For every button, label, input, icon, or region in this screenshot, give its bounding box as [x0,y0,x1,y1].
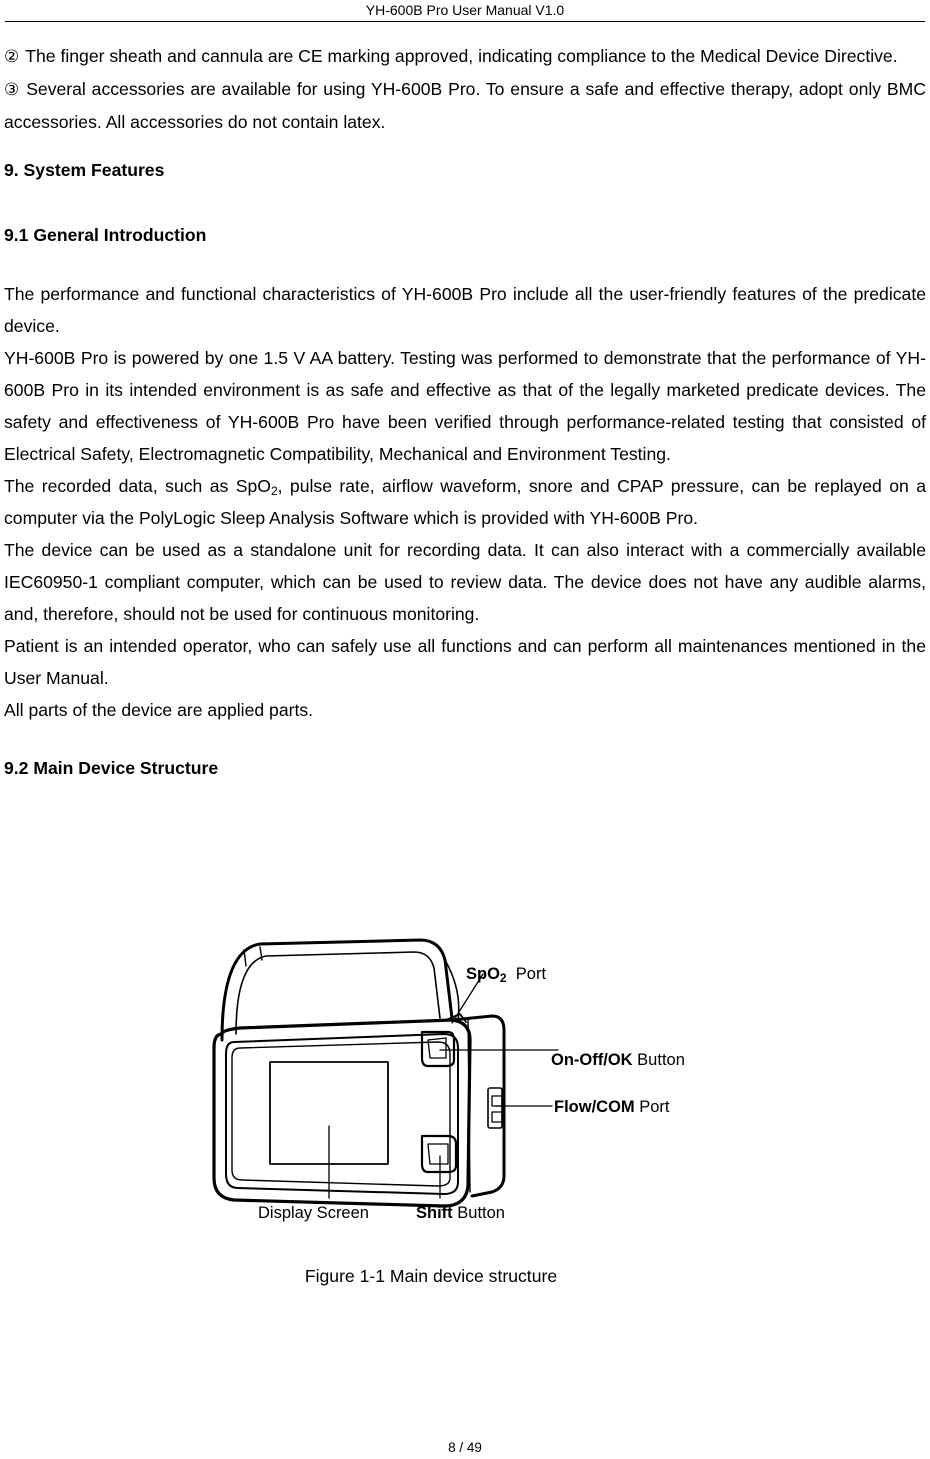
on-off-button-label [551,1050,685,1070]
spo2-port-label-rest: Port [515,965,547,983]
section-9-heading: 9. System Features [4,160,165,180]
intro-paragraph-3-sub: 2 [270,484,278,498]
figure-caption: Figure 1-1 Main device structure [304,1266,558,1286]
section-9-2-heading: 9.2 Main Device Structure [4,758,219,778]
section-9-1-heading: 9.1 General Introduction [4,225,207,245]
flow-com-port-label-rest: Port [639,1098,670,1116]
note-3-text: Several accessories are available for using YH-600B Pro. To ensure a safe and effective therapy, adopt only BMC accessories. All accessories do not contain latex. [4,79,926,132]
intro-paragraph-3-b: , pulse rate, airflow waveform, snore and CPAP pressure, can be replayed on a computer via the PolyLogic Sleep Analysis Software which is provided with YH-600B Pro. [4,476,926,528]
spo2-port-label-sub: 2 [499,971,507,985]
device-figure [200,930,720,1230]
on-off-button-label-bold: On-Off/OK [551,1051,633,1069]
intro-paragraph-4: The device can be used as a standalone unit for recording data. It can also interact with a commercially available IEC60950-1 compliant computer, which can be used to review data. The device does not have any audible alarms, and, therefore, should not be used for continuous monitoring. [4,540,926,624]
note-2-number: ② [4,47,20,67]
shift-button-label [416,1203,505,1223]
spo2-port-label [466,964,546,984]
shift-button-label-rest: Button [457,1204,505,1222]
flow-com-port-label [554,1097,670,1117]
device-drawing [200,930,720,1230]
shift-button-label-bold: Shift [416,1204,453,1222]
intro-paragraph-6: All parts of the device are applied parts. [4,700,314,720]
note-2-text: The finger sheath and cannula are CE marking approved, indicating compliance to the Medical Device Directive. [25,46,898,66]
intro-paragraph-2: YH-600B Pro is powered by one 1.5 V AA battery. Testing was performed to demonstrate that the performance of YH-600B Pro in its intended environment is as safe and effective as that of the legally marketed predicate devices. The safety and effectiveness of YH-600B Pro have been verified through performance-related testing that consisted of Electrical Safety, Electromagnetic Compatibility, Mechanical and Environment Testing. [4,348,926,464]
running-header: YH-600B Pro User Manual V1.0 [365,2,565,18]
on-off-button-label-rest: Button [637,1051,685,1069]
page-number: 8 / 49 [448,1440,482,1455]
display-screen-label: Display Screen [258,1204,369,1222]
intro-paragraph-1: The performance and functional characteristics of YH-600B Pro include all the user-friendly features of the predicate device. [4,284,926,336]
note-2 [4,40,926,73]
header-rule [5,21,925,22]
note-3-number: ③ [4,80,21,100]
note-3 [4,73,926,138]
intro-paragraph-3-a: The recorded data, such as SpO [4,476,271,496]
intro-paragraph-5: Patient is an intended operator, who can safely use all functions and can perform all maintenances mentioned in the User Manual. [4,636,926,688]
flow-com-port-label-bold: Flow/COM [554,1098,635,1116]
page-body [4,40,926,784]
spo2-port-label-bold: SpO [466,965,500,983]
intro-paragraph-3 [4,470,926,534]
